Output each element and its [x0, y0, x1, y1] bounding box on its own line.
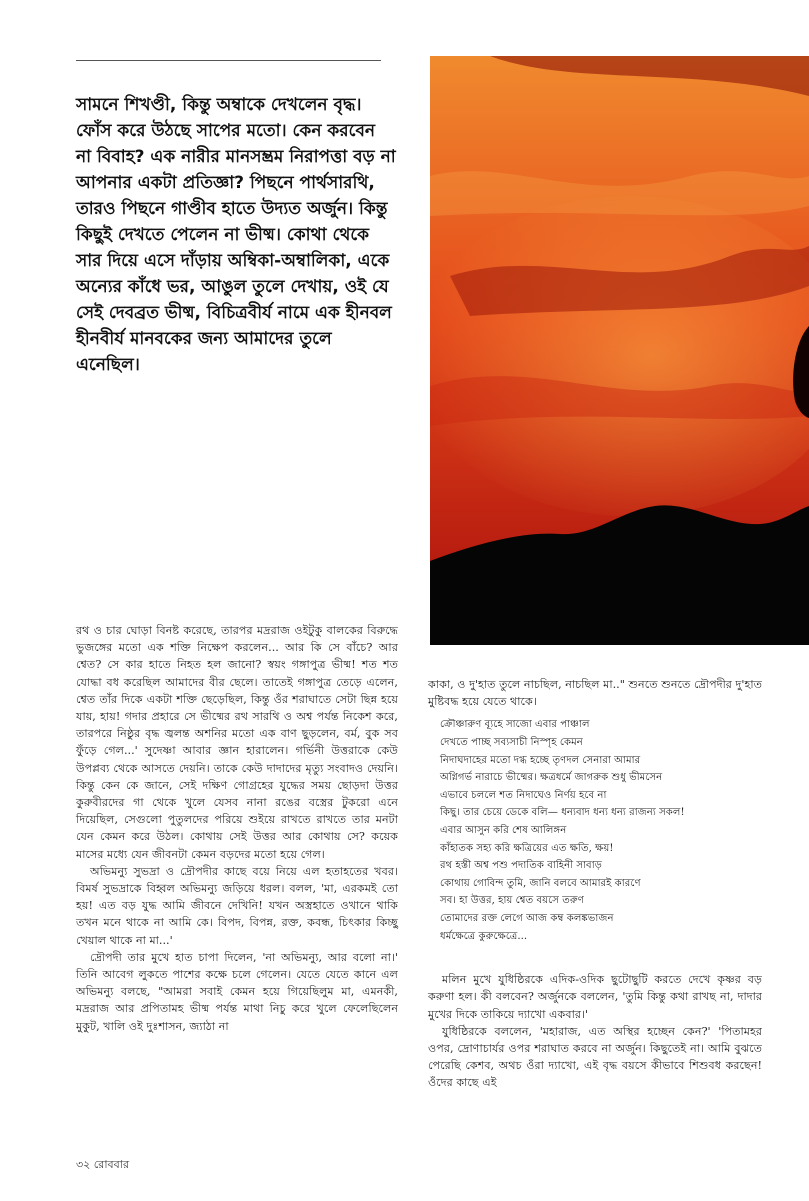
pull-quote [76, 92, 396, 378]
verse-line: অগ্নিগর্ভ নারাচে ভীষ্মের। ক্ষত্রধর্মে জাগরুক শুধু ভীমসেন [440, 772, 663, 784]
body-paragraph: অভিমন্যু সুভদ্রা ও দ্রৌপদীর কাছে বয়ে নিয়ে এল হতাহতের খবর। বিমর্ষ সুভদ্রাকে বিহ্বল অভিমন্যু জড়িয়ে ধরল। বলল, 'মা, এরকমই তো হয়! এত বড় যুদ্ধ আমি জীবনে দেখিনি! যখন অস্ত্রহাতে ওখানে থাকি তখন মনে থাকে না আমি কে। বিপদ, বিপন্ন, রক্ত, কবন্ধ, চিৎকার কিচ্ছু খেয়াল থাকে না মা...' [76, 864, 398, 947]
verse-line: সব। হা উত্তর, হায় শ্বেত বয়সে তরুণ [440, 895, 584, 907]
verse-line: কোথায় গোবিন্দ তুমি, জানি বলবে আমারই কারণে [440, 877, 641, 889]
sky-glow [430, 196, 809, 516]
artwork-image [430, 56, 809, 645]
article-column-right [428, 676, 762, 1092]
verse-line: কাঁহাতক সহ্য করি ক্ষত্রিয়ের এত ক্ষতি, ক্ষয়! [440, 842, 614, 854]
verse-line: ধর্মক্ষেত্রে কুরুক্ষেত্রে... [440, 930, 528, 942]
article-column-left [76, 622, 398, 1035]
body-paragraph: রথ ও চার ঘোড়া বিনষ্ট করেছে, তারপর মদ্ররাজ ওইটুকু বালকের বিরুদ্ধে ভুজঙ্গের মতো এক শক্তি নিক্ষেপ করলেন... আর কি সে বাঁচে? আর শ্বেত? সে কার হাতে নিহত হল জানো? স্বয়ং গঙ্গাপুত্র ভীষ্ম! শত শত যোদ্ধা বধ করেছিল আমাদের বীর ছেলে। তাতেই গঙ্গাপুত্র তেড়ে এলেন, শ্বেত তাঁর দিকে একটা শক্তি ছেড়েছিল, কিন্তু ওঁর শরাঘাতে সেটা ছিন্ন হয়ে যায়, হায়! গদার প্রহারে সে ভীষ্মের রথ সারথি ও অশ্ব পর্যন্ত নিকেশ করে, তারপরে নিষ্ঠুর বৃদ্ধ জ্বলন্ত অশনির মতো এক বাণ ছুড়লেন, বর্ম, বুক সব ফুঁড়ে গেল...' সুদেষ্ণা আবার জ্ঞান হারালেন। গর্ভিনী উত্তরাকে কেউ উপপ্লব্য থেকে আসতে দেয়নি। তাকে কেউ দাদাদের মৃত্যু সংবাদও দেয়নি। কিন্তু কেন কে জানে, সেই দক্ষিণ গোগ্রহের যুদ্ধের সময় ছোড়দা উত্তর কুরুবীরদের গা থেকে খুলে যেসব নানা রঙের বস্ত্রের টুকরো এনে দিয়েছিল, সেগুলো পুতুলদের পরিয়ে শুইয়ে রাখতে রাখতে তার মনটা যেন কেমন করে উঠল। কোথায় সেই উত্তর আর কোথায় সে? কয়েক মাসের মধ্যে যেন জীবনটা কেমন বড়দের মতো হয়ে গেল। [76, 624, 398, 861]
sunset-painting [430, 56, 809, 645]
verse-line: দেখতে পাচ্ছ সব্যসাচী নিস্পৃহ কেমন [440, 737, 583, 748]
pull-quote-text: সামনে শিখণ্ডী, কিন্তু অম্বাকে দেখলেন বৃদ্ধ। ফোঁস করে উঠছে সাপের মতো। কেন করবেন না বিবাহ? এক নারীর মানসম্ভ্রম নিরাপত্তা বড় না আপনার একটা প্রতিজ্ঞা? পিছনে পার্থসারথি, তারও পিছনে গাণ্ডীব হাতে উদ্যত অর্জুন। কিন্তু কিছুই দেখতে পেলেন না ভীষ্ম। কোথা থেকে সার দিয়ে এসে দাঁড়ায় অম্বিকা-অম্বালিকা, একে অন্যের কাঁধে ভর, আঙুল তুলে দেখায়, ওই যে সেই দেবব্রত ভীষ্ম, বিচিত্রবীর্য নামে এক হীনবল হীনবীর্য মানবকের জন্য আমাদের তুলে এনেছিল। [76, 95, 396, 375]
body-paragraph: যুধিষ্ঠিরকে বললেন, 'মহারাজ, এত অস্থির হচ্ছেন কেন?' 'পিতামহর ওপর, দ্রোণাচার্যর ওপর শরাঘাত করবে না অর্জুন। কিছুতেই না। আমি বুঝতে পেরেছি কেশব, অথচ ওঁরা দ্যাখো, এই বৃদ্ধ বয়সে কীভাবে শিশুবধ করছেন! ওঁদের কাছে এই [428, 1024, 762, 1090]
paragraph-gap [428, 955, 762, 971]
verse-line: ক্রৌঞ্চারুণ ব্যূহে সাজো এবার পাঞ্চাল [440, 719, 590, 731]
verse-line: এভাবে চললে শত নিদাঘেও নির্ণয় হবে না [440, 789, 607, 801]
verse-line: নিদাঘদাহের মতো দগ্ধ হচ্ছে তৃণদল সেনারা আমার [440, 754, 641, 766]
page-folio: ৩২ রোববার [76, 1158, 129, 1171]
verse-block [440, 716, 762, 945]
verse-line: এবার আসুন করি শেষ আলিঙ্গন [440, 824, 567, 836]
verse-line: তোমাদের রক্ত লেগে আজ কম্ব কলঙ্কভাজন [440, 912, 614, 924]
body-paragraph: কাকা, ও দু'হাত তুলে নাচছিল, নাচছিল মা.." শুনতে শুনতে দ্রৌপদীর দু'হাত মুষ্টিবদ্ধ হয়ে যেতে থাকে। [428, 678, 762, 709]
header-rule [76, 60, 381, 61]
body-paragraph: দ্রৌপদী তার মুখে হাত চাপা দিলেন, 'না অভিমন্যু, আর বলো না।' তিনি আবেগ লুকতে পাশের কক্ষে চলে গেলেন। যেতে যেতে কানে এল অভিমন্যু বলছে, "আমরা সবাই কেমন হয়ে গিয়েছিলুম মা, এমনকী, মদ্ররাজ আর প্রপিতামহ ভীষ্ম পর্যন্ত মাথা নিচু করে খুলে ফেলেছিলেন মুকুট, খালি ওই দুঃশাসন, জ্যাঠা না [76, 950, 398, 1033]
verse-line: রথ হস্তী অশ্ব পশু পদাতিক বাহিনী সাবাড় [440, 860, 602, 872]
verse-line: কিছু। তার চেয়ে ডেকে বলি— ধন্যবাদ ধন্য ধন্য রাজন্য সকল! [440, 807, 685, 819]
body-paragraph: মলিন মুখে যুধিষ্ঠিরকে এদিক-ওদিক ছুটোছুটি করতে দেখে কৃষ্ণর বড় করুণা হল। কী বলবেন? অর্জুনকে বললেন, 'তুমি কিন্তু কথা রাখছ না, দাদার মুখের দিকে তাকিয়ে দ্যাখো একবার।' [428, 973, 762, 1021]
